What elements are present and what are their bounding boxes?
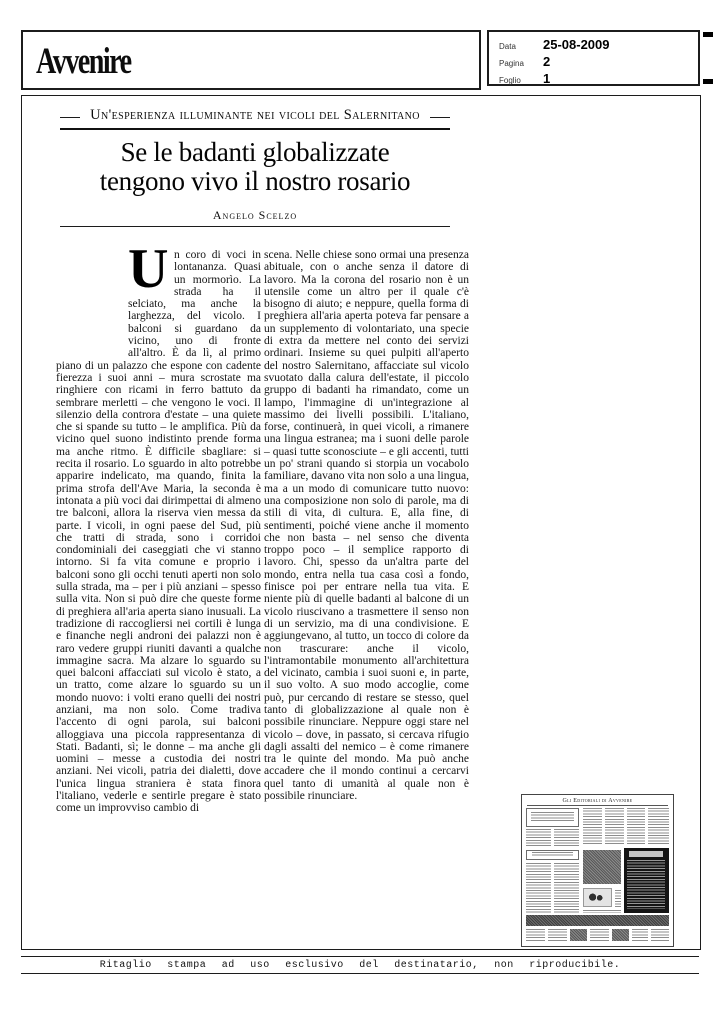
mini-editorial-text — [627, 860, 665, 909]
mini-photo — [583, 850, 621, 885]
mini-small-photo — [612, 929, 629, 941]
body-column-1 — [56, 238, 261, 815]
mini-small-photo — [570, 929, 587, 941]
mini-text-column — [648, 808, 668, 846]
kicker-text: Un'esperienza illuminante nei vicoli del Salernitano — [80, 107, 430, 123]
mini-caption-text — [615, 890, 621, 907]
meta-label-sheet: Foglio — [499, 76, 521, 85]
mini-text-block — [554, 829, 579, 845]
body-column-2-text: scena. Nelle chiese sono ormai una presenza abituale, con o anche senza il datore di lavoro. Ma la corona del rosario non è un utensile come un altro per il quale c'è bisogno di aiuto; e neppure, quella forma di preghiera all'aria aperta poteva far pensare a un supplemento di volontariato, una specie di extra da mettere nel conto dei servizi ordinari. Insieme su quei pulpiti all'aperto del nostro Salernitano, affacciate sul vicolo svuotato dalla calura dell'estate, il piccolo gruppo di badanti ha rimandato, come un lampo, l'immagine di un'integrazione al massimo dei livelli possibili. L'italiano, forse, continuerà, in quei vicoli, a rimanere una lingua estranea; ma i suoni delle parole – quasi tutte sconosciute – e gli accenti, tutti un po' strani quando si storpia un vocabolo familiare, davano vita non solo a una lingua, ma a un modo di comunicare tutto nuovo: una composizione non solo di parole, ma di stili di vita, di cultura. E, alla fine, di sentimenti, poiché viene anche il momento che non basta – nel senso che diventa troppo poco – il semplice rapporto di lavoro. Chi, spesso da un'altra parte del mondo, entra nella tua casa così a fondo, finisce poi per entrare nella tua vita. E niente più di quelle badanti al balcone di un vicolo riuscivano a trasmettere il senso non di un servizio, ma di una condivisione. E aggiungevano, al tutto, un tocco di colore da non trascurare: anche il vicolo, l'intramontabile monumento all'architettura del vicinato, cambia i suoi suoni e, in parte, il suo volto. A suo modo accoglie, come può, pur cercando di restare se stesso, quel tanto di globalizzazione al quale non è possibile rinunciare. Neppure oggi stare nel vicolo – dove, in passato, si cercava rifugio dagli assalti del nemico – è come rimanere tra le quinte del mondo. Ma può anche accadere che il mondo continui a cercarvi quel tanto di umanità al quale non è possibile rinunciare. — [264, 249, 469, 803]
mini-text-column — [590, 929, 609, 942]
mini-text-column — [632, 929, 648, 942]
dropcap: U — [128, 238, 169, 300]
article-title-line1: Se le badanti globalizzate — [120, 137, 390, 167]
meta-value-page: 2 — [543, 54, 551, 69]
meta-value-date: 25-08-2009 — [543, 37, 610, 52]
meta-row-date — [499, 37, 698, 52]
byline — [60, 206, 450, 227]
mini-editorial-black-box — [624, 848, 669, 912]
footer-notice — [21, 956, 699, 974]
mini-text-column — [583, 808, 602, 846]
registration-mark-bottom — [703, 79, 713, 84]
registration-mark-top — [703, 32, 713, 37]
mini-text-column — [548, 929, 567, 942]
body-column-1-text: n coro di voci in lontananza. Quasi un mormorìo. La strada ha il selciato, ma anche la larghezza, del vicolo. I balconi si guardano da vicino, uno di fronte all'altro. È da lì, al primo piano di un palazzo che espone con cadente fierezza i suoi anni – mura scrostate ma ringhiere con ricami in ferro battuto da sembrare merletti – che vengono le voci. Il silenzio della controra d'estate – una quiete che si spande su tutto – le amplifica. Più da vicino quel suono indistinto prende forma ma anche ritmo. È difficile sbagliare: si recita il rosario. Lo sguardo in alto potrebbe apparire indelicato, ma quando, finita la prima strofa dell'Ave Maria, la seconda è intonata a più voci dai dirimpettai di almeno tre balconi, allora la riserva vien messa da parte. I vicoli, in ogni paese del Sud, più che tratti di strada, sono i corridoi condominiali dei caseggiati che vi stanno intorno. Si fa vita comune e proprio i balconi sono gli occhi tenuti aperti non solo sulla strada, ma – per i più anziani – spesso sulla vita. Non si può dire che queste forme di preghiera all'aria aperta siano inusuali. La tradizione di raccogliersi nei cortili è lunga e finanche negli androni dei palazzi non è raro vedere gruppi riuniti davanti a qualche immagine sacra. Ma alzare lo sguardo su quei balconi affacciati sul vicolo è stato, a un tratto, come alzare lo sguardo su un mondo nuovo: i volti erano quelli dei nostri anziani, ma non solo. Come tradiva l'accento di ogni parola, sui balconi alloggiava una piccola rappresentanza di Stati. Badanti, sì; le donne – ma anche gli uomini – messe a custodia dei nostri anziani. Nei vicoli, patria dei dialetti, dove l'unica lingua straniera è stata finora l'italiano, vederle e sentirle pregare è stato come un improvviso cambio di — [56, 249, 261, 815]
kicker — [60, 106, 450, 124]
mini-text-column — [526, 863, 551, 913]
mini-text-column — [526, 929, 545, 942]
mini-subheadline-text — [532, 852, 572, 857]
byline-author: Angelo Scelzo — [212, 208, 298, 222]
mini-text-column — [627, 808, 646, 846]
meta-value-sheet: 1 — [543, 71, 551, 86]
thumbnail-page-canvas — [525, 808, 670, 942]
mini-subheadline-box — [526, 850, 578, 861]
article-title — [52, 138, 458, 196]
mini-text-block — [526, 829, 551, 845]
meta-label-page: Pagina — [499, 59, 524, 68]
footer-notice-text: Ritaglio stampa ad uso esclusivo del destinatario, non riproducibile. — [99, 959, 621, 971]
article-title-line2: tengono vivo il nostro rosario — [99, 166, 411, 196]
masthead-box — [21, 30, 481, 90]
article-frame — [21, 95, 701, 950]
meta-row-sheet — [499, 71, 698, 86]
mini-headline-text — [531, 812, 573, 824]
meta-row-page — [499, 54, 698, 69]
mini-editorial-title — [629, 851, 663, 856]
kicker-rule-below — [60, 128, 450, 130]
clipping-meta-box — [487, 30, 700, 86]
source-page-thumbnail — [521, 794, 674, 947]
mini-text-column — [554, 863, 579, 913]
thumbnail-page-header: Gli Editoriali di Avvenire — [527, 798, 668, 806]
mini-photo-strip — [526, 915, 668, 926]
article-body — [56, 238, 470, 815]
mini-text-column — [605, 808, 624, 846]
mini-caption-line — [583, 910, 621, 913]
dropcap-indent-spacer — [56, 249, 128, 348]
mini-headline-box — [526, 808, 578, 827]
mini-illustration — [583, 888, 612, 907]
meta-label-date: Data — [499, 42, 516, 51]
mini-text-column — [651, 929, 668, 942]
body-column-2 — [264, 249, 469, 815]
publication-logo: Avvenire — [36, 41, 131, 82]
